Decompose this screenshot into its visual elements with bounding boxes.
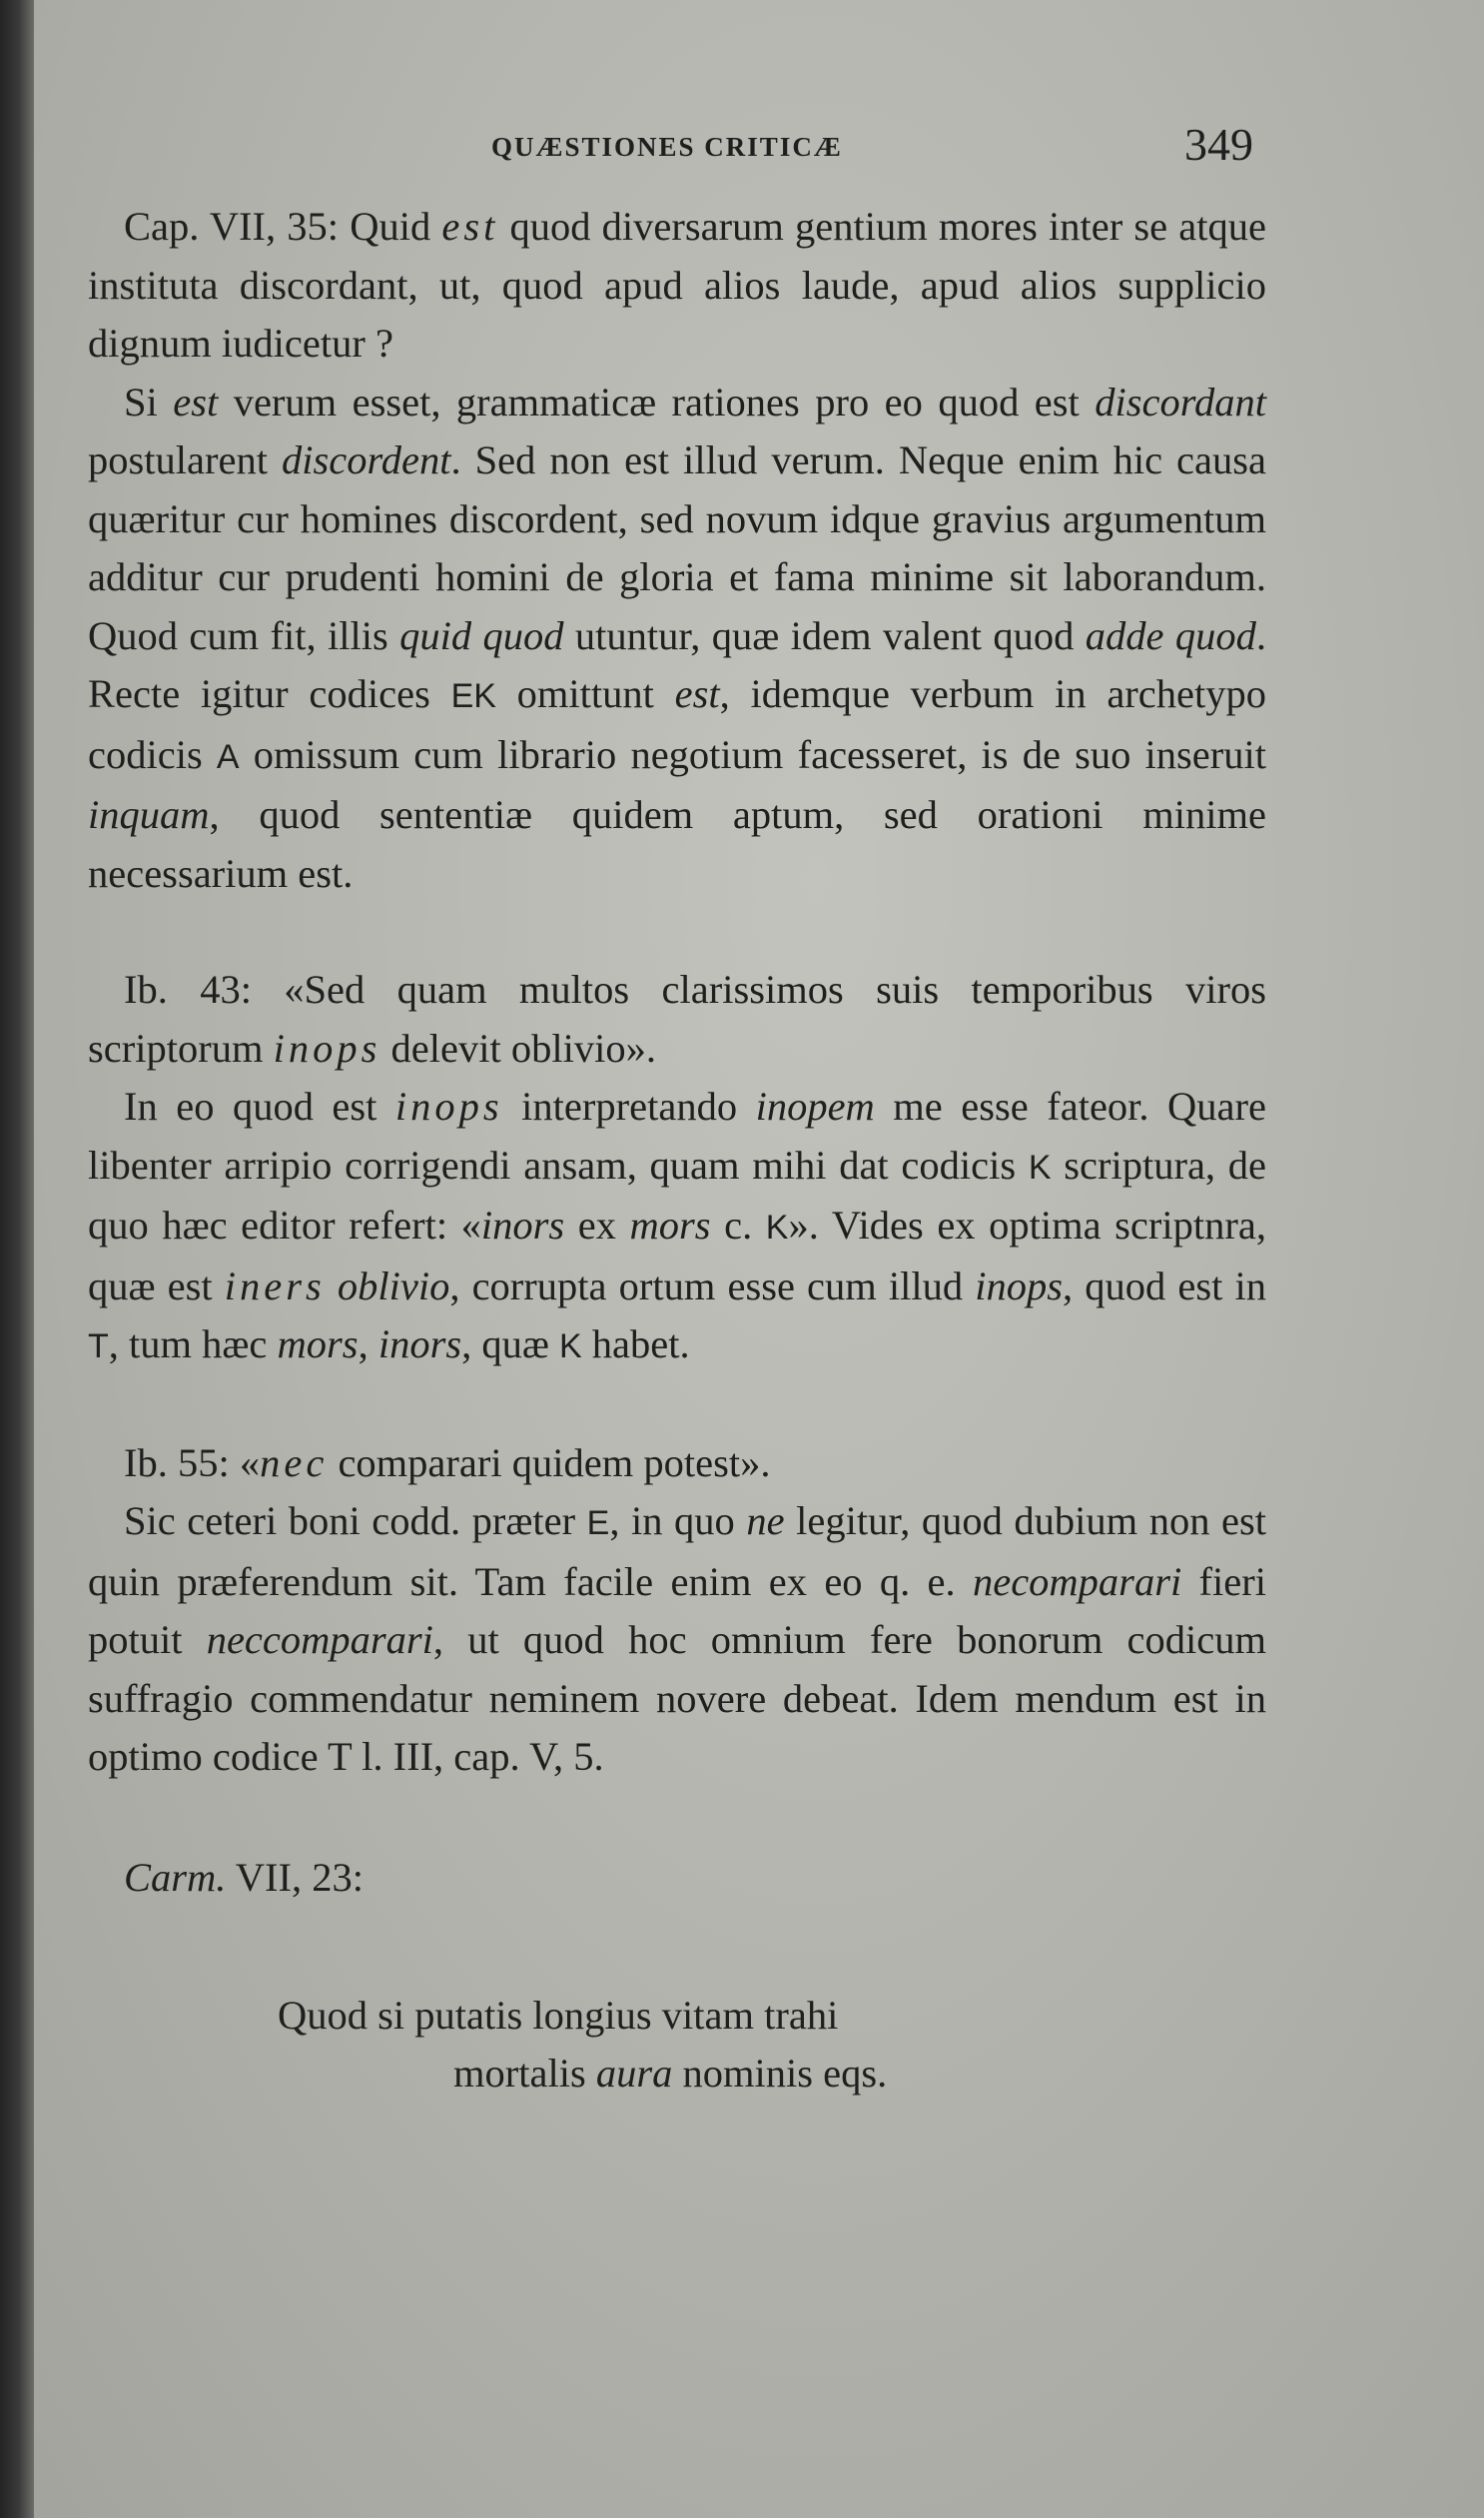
- text-run: [326, 1263, 338, 1308]
- text-run: comparari quidem potest».: [328, 1439, 771, 1485]
- text-run: In eo quod est: [124, 1084, 395, 1129]
- text-run: mortalis: [453, 2051, 596, 2096]
- paragraph-commentary-2: [88, 1078, 1266, 1376]
- text-run: , corrupta ortum esse cum illud: [449, 1262, 976, 1308]
- emphasis: inops: [394, 1084, 503, 1129]
- text-run: utuntur, quæ idem valent quod: [563, 612, 1086, 658]
- running-head: QUÆSTIONES CRITICÆ: [491, 132, 843, 162]
- text-run: , idemque verbum in archetypo codicis: [88, 671, 1267, 777]
- text-run: , quæ: [461, 1321, 559, 1366]
- text-run: me esse fateor. Quare libenter arripio corrigendi ansam, quam mihi dat codicis: [88, 1084, 1266, 1188]
- paragraph-cap-vii-35: [88, 198, 1266, 374]
- emphasis: inquam: [88, 792, 210, 837]
- text-run: ». Vides ex optima scriptnra, quæ est: [88, 1203, 1266, 1308]
- emphasis: aura: [595, 2051, 673, 2096]
- emphasis: necomparari: [972, 1558, 1182, 1604]
- emphasis: est: [441, 204, 499, 249]
- body-text: [88, 198, 1266, 2102]
- text-run: , in quo: [609, 1498, 747, 1543]
- book-spine-shadow: [0, 0, 34, 2518]
- text-run: Si: [124, 379, 174, 424]
- text-run: quod diversarum gentium mores inter se atque instituta discordant, ut, quod apud alios laude, apud alios supplicio dignum iudicetur ?: [88, 204, 1266, 366]
- emphasis: est: [674, 671, 720, 716]
- codex-siglum: K: [558, 1327, 582, 1365]
- text-run: omittunt: [495, 671, 675, 716]
- spacer: [88, 1787, 1266, 1849]
- text-run: Cap. VII, 35: Quid: [124, 204, 442, 249]
- codex-siglum: K: [1028, 1148, 1052, 1187]
- text-run: , ut quod hoc omnium fere bonorum codicum suffragio commendatur neminem novere debeat. Idem mendum est in optimo codice T l. III, cap. V, 5.: [88, 1617, 1266, 1779]
- text-run: legitur, quod dubium non est quin præferendum sit. Tam facile enim ex eo q. e.: [88, 1498, 1266, 1604]
- text-run: , quod sententiæ quidem aptum, sed orationi minime necessarium est.: [88, 792, 1266, 896]
- codex-siglum: E: [586, 1504, 610, 1542]
- emphasis: Carm.: [124, 1854, 227, 1900]
- text-run: nominis eqs.: [672, 2051, 888, 2096]
- text-run: VII, 23:: [226, 1854, 365, 1900]
- emphasis: oblivio: [337, 1262, 450, 1308]
- emphasis: adde quod: [1085, 612, 1256, 658]
- paragraph-ib-55: [88, 1434, 1266, 1493]
- paragraph-ib-43: [88, 961, 1266, 1078]
- page-header: [0, 118, 1484, 178]
- text-run: Ib. 55: «: [124, 1439, 261, 1485]
- emphasis: quid quod: [399, 612, 564, 658]
- paragraph-commentary-1: [88, 374, 1266, 904]
- codex-siglum: A: [216, 737, 240, 776]
- text-run: , quod est in: [1063, 1262, 1266, 1308]
- text-run: habet.: [581, 1321, 690, 1366]
- codex-siglum: K: [765, 1209, 789, 1247]
- emphasis: inors: [377, 1321, 462, 1366]
- spacer: [88, 1376, 1266, 1434]
- emphasis: inops: [273, 1025, 381, 1071]
- emphasis: mors: [629, 1203, 711, 1248]
- text-run: , tum hæc: [108, 1321, 278, 1366]
- text-run: . Sed non est illud verum. Neque enim hic causa quæritur cur homines discordent, sed novum idque gravius argumentum additur cur prudenti homini de gloria et fama minime sit laborandum. Quod cum fit, illis: [88, 437, 1266, 658]
- text-run: scriptura, de quo hæc editor refert: «: [88, 1142, 1266, 1248]
- text-run: ,: [358, 1321, 378, 1366]
- text-run: fieri potuit: [88, 1558, 1266, 1662]
- page-number: 349: [1184, 119, 1253, 170]
- emphasis: est: [173, 379, 219, 424]
- emphasis: iners: [224, 1262, 326, 1308]
- emphasis: inops: [975, 1262, 1064, 1308]
- text-run: . Recte igitur codices: [88, 612, 1266, 716]
- text-run: interpretando: [502, 1084, 756, 1129]
- emphasis: mors: [277, 1321, 359, 1366]
- text-run: verum esset, grammaticæ rationes pro eo quod est: [218, 379, 1096, 424]
- verse-line-1: Quod si putatis longius vitam trahi: [278, 1993, 839, 2038]
- text-run: delevit oblivio».: [380, 1025, 656, 1071]
- emphasis: ne: [746, 1498, 785, 1543]
- verse-line-2: [278, 2045, 1266, 2102]
- text-run: ex: [564, 1203, 630, 1248]
- emphasis: inors: [480, 1203, 565, 1248]
- text-run: postularent: [88, 437, 282, 482]
- text-run: Sic ceteri boni codd. præter: [124, 1498, 587, 1543]
- codex-siglum: T: [88, 1327, 109, 1365]
- verse-quotation: [278, 1987, 1266, 2102]
- text-run: omissum cum librario negotium facesseret, is de suo inseruit: [239, 731, 1266, 777]
- text-run: c.: [710, 1203, 766, 1248]
- paragraph-commentary-3: [88, 1492, 1266, 1787]
- emphasis: neccomparari: [206, 1617, 433, 1662]
- emphasis: discordent: [281, 437, 451, 482]
- emphasis: inopem: [755, 1084, 875, 1129]
- codex-siglum: EK: [450, 677, 496, 715]
- emphasis: discordant: [1095, 379, 1266, 424]
- spacer: [88, 903, 1266, 961]
- emphasis: nec: [260, 1439, 329, 1485]
- paragraph-carm-vii-23: [88, 1849, 1266, 1908]
- text-run: Ib. 43: «Sed quam multos clarissimos suis temporibus viros scriptorum: [88, 967, 1266, 1071]
